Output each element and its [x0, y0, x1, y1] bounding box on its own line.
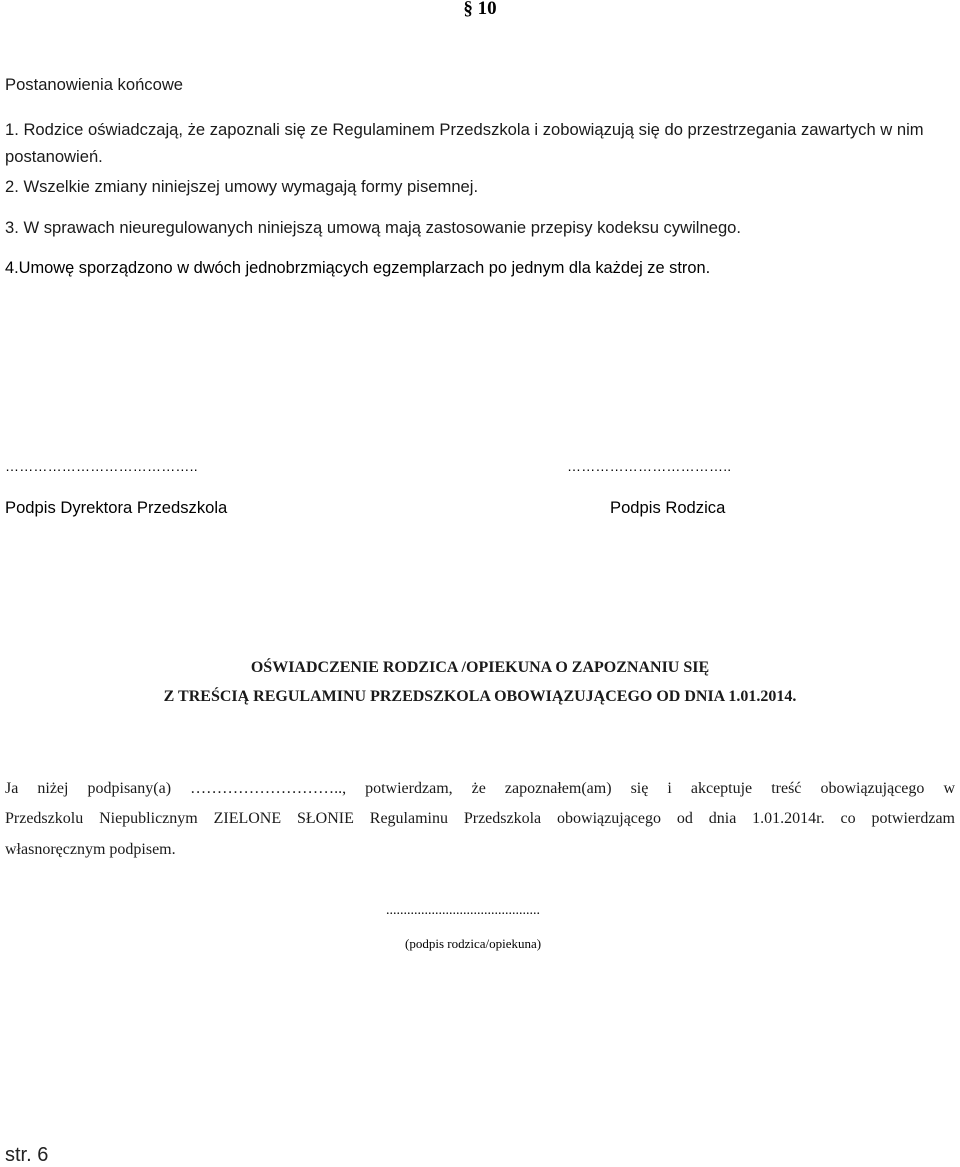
- section-heading: § 10: [463, 0, 497, 19]
- declaration-title-line-2: Z TREŚCIĄ REGULAMINU PRZEDSZKOLA OBOWIĄZUJĄCEGO OD DNIA 1.01.2014.: [163, 688, 797, 705]
- clause-4: 4.Umowę sporządzono w dwóch jednobrzmiących egzemplarzach po jednym dla każdej ze stron.: [5, 259, 711, 277]
- director-signature-line: …………………………………..: [5, 458, 198, 474]
- guardian-signature-label: (podpis rodzica/opiekuna): [405, 936, 542, 951]
- page-number: str. 6: [5, 1144, 49, 1166]
- declaration-body-line-1: Ja niżej podpisany(a) ……………………….., potwierdzam, że zapoznałem(am) się i akceptuje treść obowiązującego w: [5, 780, 955, 797]
- guardian-signature-line: ............................................: [386, 903, 540, 918]
- parent-signature-line: ……………………………..: [567, 458, 732, 474]
- director-signature-label: Podpis Dyrektora Przedszkola: [5, 498, 228, 517]
- final-provisions-title: Postanowienia końcowe: [5, 75, 184, 94]
- parent-signature-label: Podpis Rodzica: [610, 498, 726, 517]
- clause-2: 2. Wszelkie zmiany niniejszej umowy wymagają formy pisemnej.: [5, 177, 479, 196]
- declaration-title-line-1: OŚWIADCZENIE RODZICA /OPIEKUNA O ZAPOZNANIU SIĘ: [250, 659, 710, 676]
- declaration-body-line-3: własnoręcznym podpisem.: [5, 841, 176, 858]
- declaration-body-line-2: Przedszkolu Niepublicznym ZIELONE SŁONIE Regulaminu Przedszkola obowiązującego od dnia 1.01.2014r. co potwierdzam: [5, 810, 955, 827]
- clause-1: 1. Rodzice oświadczają, że zapoznali się ze Regulaminem Przedszkola i zobowiązują się do przestrzegania zawartych w nim postanowień.: [5, 120, 924, 166]
- clause-3: 3. W sprawach nieuregulowanych niniejszą umową mają zastosowanie przepisy kodeksu cywilnego.: [5, 218, 742, 237]
